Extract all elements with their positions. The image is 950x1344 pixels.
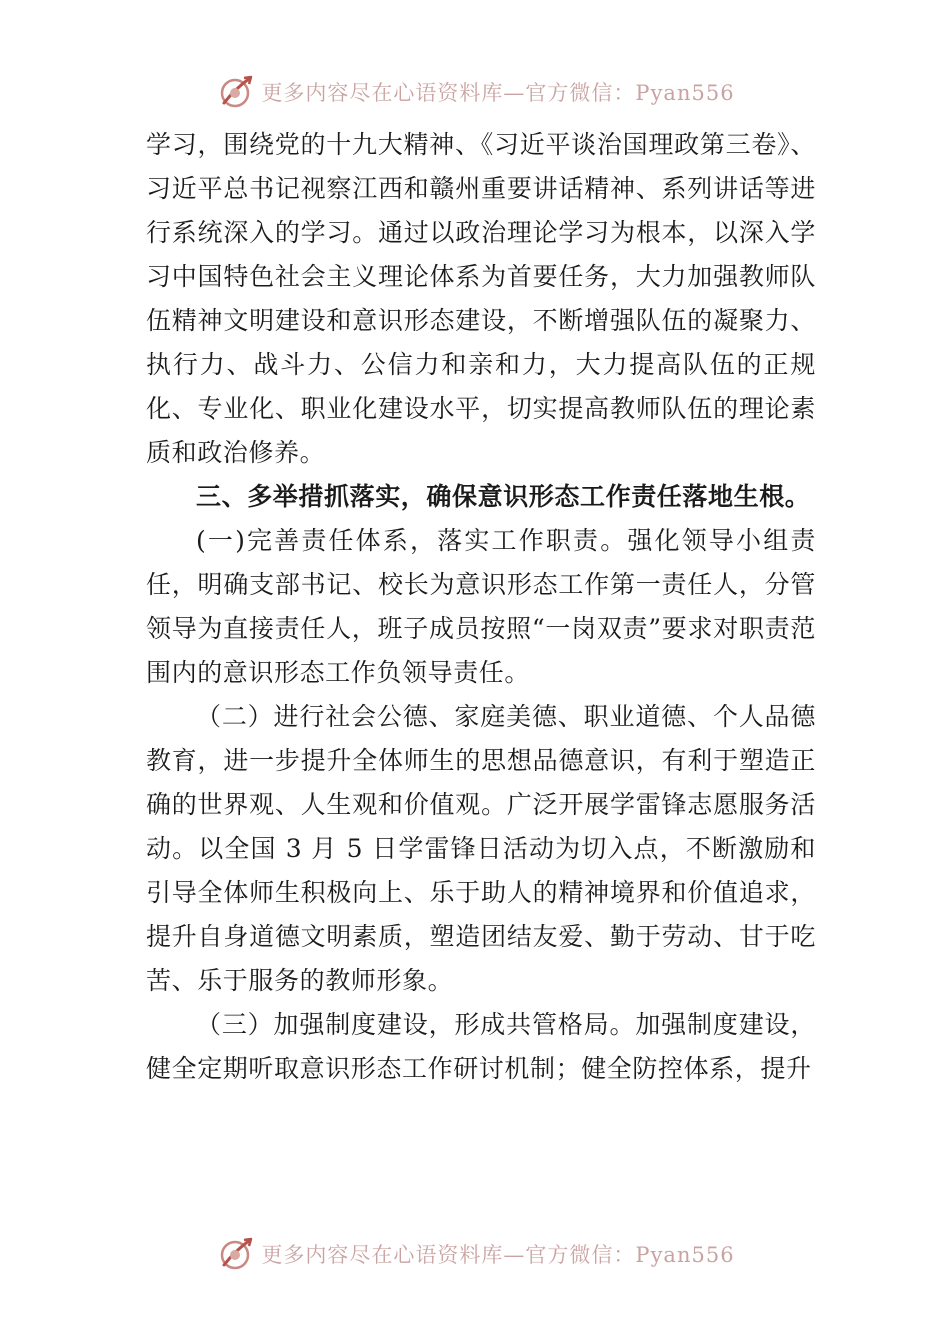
paragraph-study: 学习，围绕党的十九大精神、《习近平谈治国理政第三卷》、习近平总书记视察江西和赣州重要讲话精神、系列讲话等进行系统深入的学习。通过以政治理论学习为根本，以深入学习中国特色社会主义理论体系为首要任务，大力加强教师队伍精神文明建设和意识形态建设，不断增强队伍的凝聚力、执行力、战斗力、公信力和亲和力，大力提高队伍的正规化、专业化、职业化建设水平，切实提高教师队伍的理论素质和政治修养。 [146, 130, 816, 467]
watermark-text: 更多内容尽在心语资料库—官方微信：Pyan556 [261, 1243, 735, 1267]
paragraph-system: （三）加强制度建设，形成共管格局。加强制度建设，健全定期听取意识形态工作研讨机制；健全防控体系，提升 [146, 1010, 816, 1083]
document-body [146, 123, 816, 1091]
paragraph-morality: （二）进行社会公德、家庭美德、职业道德、个人品德教育，进一步提升全体师生的思想品德意识，有利于塑造正确的世界观、人生观和价值观。广泛开展学雷锋志愿服务活动。以全国 3 月 5 日学雷锋日活动为切入点，不断激励和引导全体师生积极向上、乐于助人的精神境界和价值追求，提升自身道德文明素质，塑造团结友爱、勤于劳动、甘于吃苦、乐于服务的教师形象。 [146, 702, 816, 995]
watermark-text: 更多内容尽在心语资料库—官方微信：Pyan556 [261, 81, 735, 105]
brand-logo-icon [215, 72, 255, 112]
watermark-footer [0, 1232, 950, 1276]
paragraph-responsibility: (一)完善责任体系，落实工作职责。强化领导小组责任，明确支部书记、校长为意识形态工作第一责任人，分管领导为直接责任人，班子成员按照“一岗双责”要求对职责范围内的意识形态工作负领导责任。 [146, 526, 816, 687]
section-heading-three: 三、多举措抓落实，确保意识形态工作责任落地生根。 [196, 482, 811, 511]
brand-logo-icon [215, 1234, 255, 1274]
watermark-header [0, 70, 950, 114]
